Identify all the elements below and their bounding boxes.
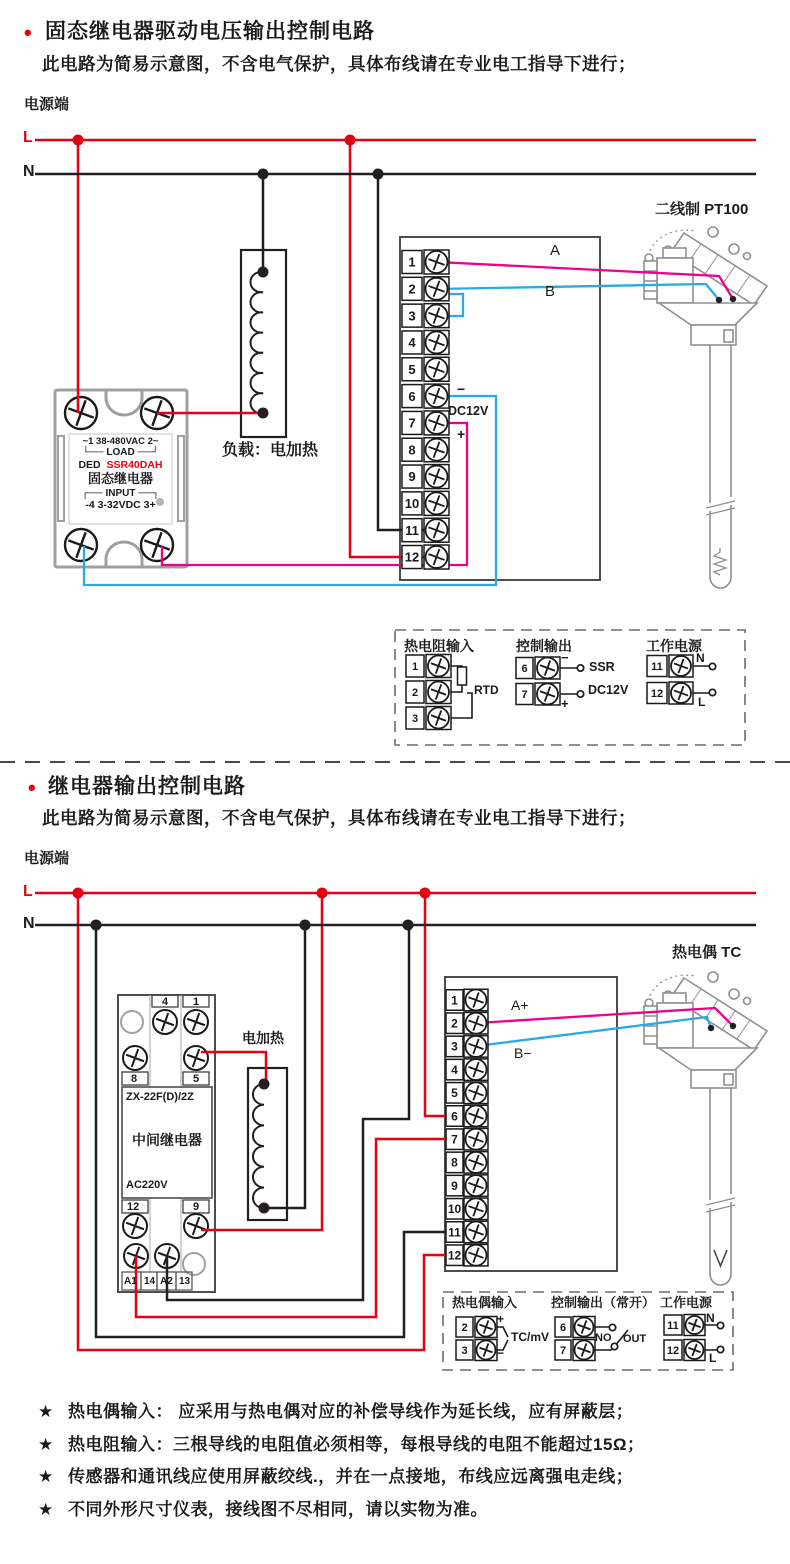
legend1-output-terminals — [516, 657, 560, 705]
s1-line-l-label: L — [23, 129, 33, 146]
terminal-number: 1 — [408, 254, 416, 270]
terminal-number: 8 — [451, 1155, 458, 1170]
s1-dc-plus-label: + — [457, 426, 466, 442]
legend1-rtd-label: RTD — [474, 683, 499, 697]
terminal-number: 11 — [448, 1225, 461, 1240]
s2-line-n-label: N — [23, 915, 35, 932]
legend2-no-label: NO — [595, 1332, 612, 1344]
legend1-output-pin-1 — [577, 665, 583, 671]
terminal-number: 4 — [451, 1062, 458, 1077]
s1-power-terminal-label: 电源端 — [24, 96, 70, 113]
s1-dc12v-label: DC12V — [448, 404, 489, 418]
terminal-number: 3 — [451, 1039, 458, 1054]
legend2-tc-terminals — [456, 1317, 497, 1361]
terminal-number: 8 — [408, 442, 416, 458]
terminal-number: 5 — [451, 1086, 458, 1101]
legend2-n-label: N — [706, 1311, 715, 1325]
legend1-rtd-terminals — [406, 655, 451, 730]
relay-label-a1: A1 — [124, 1276, 137, 1287]
ssr-brand-model — [69, 460, 172, 471]
terminal-number: 12 — [447, 1248, 462, 1263]
tc-probe-tube — [710, 1088, 731, 1267]
legend1-dc12v-label: DC12V — [588, 683, 629, 697]
heater1-bottom-dot — [258, 408, 269, 419]
s1-wire-a-label: A — [550, 242, 561, 259]
legend1-output-pin-2 — [577, 691, 583, 697]
pt100-probe-tip — [710, 570, 731, 588]
ssr-model: SSR40DAH — [106, 459, 163, 471]
terminal-number: 12 — [666, 1344, 680, 1357]
s2-l-dot-3 — [420, 888, 431, 899]
ssr-brand: DED — [78, 459, 101, 471]
s2-n-dot-1 — [91, 920, 102, 931]
legend1-minus-label: − — [561, 650, 569, 665]
legend1-rtd-title: 热电阻输入 — [404, 638, 474, 654]
section1-subtitle: 此电路为简易示意图，不含电气保护，具体布线请在专业电工指导下进行； — [42, 54, 636, 74]
terminal-number: 7 — [559, 1344, 567, 1357]
legend1-power-terminals — [647, 655, 693, 704]
section2-title: 继电器输出控制电路 — [48, 775, 246, 798]
pt100-hex-fitting — [644, 261, 657, 299]
legend1-n-label: N — [696, 651, 705, 665]
legend2-power-wires — [705, 1325, 717, 1350]
terminal-number: 7 — [408, 415, 416, 431]
tc-terminal-dot-b — [708, 1025, 714, 1031]
s1-n-dot-1 — [258, 169, 269, 180]
terminal-number: 10 — [404, 496, 420, 512]
tc-probe-tip — [710, 1267, 731, 1285]
terminal-number: 1 — [411, 660, 419, 673]
terminal-number: 9 — [408, 469, 416, 485]
pt100-rtd-element-icon — [714, 548, 726, 575]
relay-label-9: 9 — [193, 1201, 200, 1213]
relay-label-12: 12 — [127, 1201, 140, 1213]
s1-dc-minus-label: − — [457, 381, 466, 397]
legend2-output-terminals — [555, 1317, 595, 1361]
tc-sensor — [644, 972, 767, 1285]
note-text-1: 热电偶输入： 应采用与热电偶对应的补偿导线作为延长线，应有屏蔽层； — [68, 1402, 634, 1421]
s1-line-n-label: N — [23, 163, 35, 180]
pt100-probe-tube — [710, 345, 731, 570]
s1-l-dot-1 — [73, 135, 84, 146]
legend2-plus-label: + — [497, 1312, 505, 1326]
pt100-head-tab — [663, 248, 686, 258]
relay-label-14: 14 — [144, 1276, 156, 1287]
terminal-number: 4 — [408, 335, 416, 351]
ssr-input-rating: -4 3-32VDC 3+ — [85, 499, 156, 511]
tc-cap-screw-1 — [708, 972, 718, 982]
terminal-number: 2 — [451, 1016, 458, 1031]
heater-load-2 — [248, 1068, 287, 1220]
note-star-2: ★ — [38, 1435, 54, 1454]
legend1-power-wires — [693, 666, 709, 693]
relay-voltage: AC220V — [126, 1179, 168, 1191]
terminal-number: 5 — [408, 361, 416, 377]
terminal-number: 3 — [461, 1344, 468, 1357]
note-star-1: ★ — [38, 1402, 54, 1421]
pt100-terminal-dot-b — [716, 297, 722, 303]
heater2-top-dot — [259, 1079, 270, 1090]
section2-subtitle: 此电路为简易示意图，不含电气保护，具体布线请在专业电工指导下进行； — [42, 808, 636, 828]
terminal-number: 12 — [404, 549, 420, 565]
legend2-power-title: 工作电源 — [660, 1295, 713, 1310]
pt100-collar-port — [724, 330, 733, 342]
tc-label: 热电偶 TC — [672, 944, 742, 961]
legend1-plus-label: + — [561, 696, 569, 711]
section2-bullet: • — [28, 775, 36, 800]
s2-n-dot-3 — [403, 920, 414, 931]
s1-n-dot-2 — [373, 169, 384, 180]
legend1-ssr-label: SSR — [589, 660, 615, 674]
tc-cap-screw-2 — [729, 989, 739, 999]
ssr-input-bracket: ┌── INPUT ──┐ — [81, 488, 160, 499]
tc-junction-icon — [714, 1250, 727, 1266]
terminal-number: 2 — [461, 1321, 468, 1334]
legend2-contact-fixed — [609, 1324, 615, 1330]
legend2-out-label: OUT — [623, 1333, 647, 1345]
pt100-cap-screw-2 — [729, 244, 739, 254]
s2-wire-b-label: B− — [514, 1045, 532, 1061]
legend1-output-wires — [560, 668, 577, 694]
heater2-bottom-dot — [259, 1203, 270, 1214]
terminal-number: 12 — [650, 687, 664, 700]
pt100-label: 二线制 PT100 — [655, 201, 749, 218]
note-text-3: 传感器和通讯线应使用屏蔽绞线.，并在一点接地，布线应远离强电走线； — [68, 1467, 634, 1486]
terminal-number: 9 — [451, 1178, 458, 1193]
ssr-load-bracket: └── LOAD ──┘ — [82, 447, 159, 458]
s2-wire-a-label: A+ — [511, 997, 529, 1013]
relay-label-8: 8 — [131, 1073, 138, 1085]
load2-label: 电加热 — [242, 1030, 284, 1046]
legend2-output-title: 控制输出（常开） — [551, 1295, 656, 1310]
s1-wire-b-label: B — [545, 283, 556, 300]
ssr-rating-line: ~1 38-480VAC 2~ — [82, 436, 159, 447]
tc-head-tab — [663, 993, 686, 1003]
legend1-l-label: L — [698, 695, 706, 709]
heater1-top-dot — [258, 267, 269, 278]
pt100-cone — [659, 303, 757, 325]
s2-n-dot-2 — [300, 920, 311, 931]
note-text-2: 热电阻输入：三根导线的电阻值必须相等，每根导线的电阻不能超过15Ω； — [68, 1435, 645, 1454]
pt100-cap-screw-1 — [708, 227, 718, 237]
s2-line-l-label: L — [23, 883, 33, 900]
legend1-power-pin-l — [709, 689, 715, 695]
terminal-number: 1 — [451, 993, 458, 1008]
s2-power-terminal-label: 电源端 — [24, 850, 70, 867]
pt100-head-body — [657, 258, 693, 303]
pt100-sensor — [644, 227, 767, 588]
relay-label-4: 4 — [162, 996, 169, 1008]
terminal-number: 3 — [408, 308, 416, 324]
load1-label: 负载：电加热 — [222, 442, 319, 459]
tc-collar-port — [724, 1074, 733, 1085]
pt100-cap-screw-3 — [744, 253, 751, 260]
terminal-number: 6 — [408, 388, 416, 404]
legend2-power-terminals — [664, 1315, 705, 1361]
relay-label-1: 1 — [193, 996, 200, 1008]
relay-model: ZX-22F(D)/2Z — [126, 1091, 194, 1103]
note-star-4: ★ — [38, 1500, 54, 1519]
terminal-number: 7 — [521, 688, 528, 701]
legend1-power-pin-n — [709, 663, 715, 669]
legend2-contact-moving — [611, 1343, 617, 1349]
legend2-tc-title: 热电偶输入 — [452, 1295, 518, 1310]
terminal-number: 10 — [447, 1202, 462, 1217]
tc-cone — [659, 1048, 757, 1070]
legend2-power-pin-l — [717, 1346, 723, 1352]
pt100-terminal-dot-a — [730, 296, 736, 302]
terminal-number: 7 — [451, 1132, 458, 1147]
section1-bullet: • — [24, 20, 32, 45]
legend1-output-title: 控制输出 — [516, 638, 572, 654]
ssr-name: 固态继电器 — [87, 471, 153, 486]
terminal-number: 6 — [451, 1109, 458, 1124]
legend2-tcmv-label: TC/mV — [511, 1330, 550, 1344]
terminal-number: 6 — [521, 662, 528, 675]
legend2-l-label: L — [709, 1351, 717, 1365]
s2-l-dot-1 — [73, 888, 84, 899]
terminal-number: 2 — [408, 281, 416, 297]
terminal-number: 11 — [405, 522, 419, 538]
relay-name: 中间继电器 — [132, 1132, 202, 1148]
s1-l-dot-2 — [345, 135, 356, 146]
terminal-number: 2 — [411, 686, 419, 699]
legend1-power-title: 工作电源 — [646, 638, 702, 654]
relay-label-5: 5 — [193, 1073, 200, 1085]
note-text-4: 不同外形尺寸仪表，接线图不尽相同，请以实物为准。 — [68, 1500, 488, 1519]
legend1-rtd-resistor-icon — [458, 667, 467, 685]
legend2-minus-label: − — [497, 1346, 505, 1360]
terminal-number: 6 — [559, 1321, 567, 1334]
terminal-number: 11 — [651, 660, 663, 673]
note-star-3: ★ — [38, 1467, 54, 1486]
tc-cap-screw-3 — [744, 998, 751, 1005]
terminal-number: 11 — [667, 1319, 679, 1332]
terminal-number: 3 — [411, 712, 419, 725]
relay-label-a2: A2 — [160, 1276, 173, 1287]
tc-terminal-dot-a — [730, 1023, 736, 1029]
s2-l-dot-2 — [317, 888, 328, 899]
section1-title: 固态继电器驱动电压输出控制电路 — [45, 20, 375, 43]
relay-label-13: 13 — [179, 1276, 191, 1287]
legend2-power-pin-n — [717, 1322, 723, 1328]
